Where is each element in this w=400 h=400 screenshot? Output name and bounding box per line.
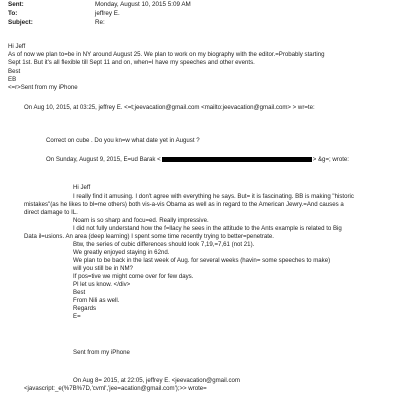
quote2-greeting: Hi Jeff (73, 184, 91, 191)
quote2-line: Best (73, 289, 86, 296)
msg1-closing: Best (8, 68, 21, 75)
redaction-bar (162, 157, 312, 162)
quote2-line: We greatly enjoyed staying in 62nd. (73, 249, 170, 256)
sent-label: Sent: (8, 1, 24, 8)
quote2-attribution (46, 156, 349, 164)
msg1-line1: As of now we plan to=be in NY around August 25. We plan to work on my biography with the editor.=Probably starting (8, 51, 325, 58)
quote2-line: Btw, the series of cubic differences should look 7,19,=7,61 (not 21). (73, 241, 255, 248)
msg1-line2: Sept 1st. But it's all flexible till Sept 11 and on, when=I have my speeches and other events. (8, 59, 255, 66)
quote2-line: will you still be in NM? (73, 265, 133, 272)
to-label: To: (8, 10, 18, 17)
quote2-attribution-suffix: > &g=; wrote: (312, 156, 349, 163)
quote2-attribution-prefix: On Sunday, August 9, 2015, E=ud Barak < (46, 156, 161, 163)
msg1-sent-from: <=r>Sent from my iPhone (8, 84, 78, 91)
quote2-line: We plan to be back in the last week of Aug. for several weeks (havin= some speeches to make) (73, 257, 331, 264)
quote2-line: Pl let us know. </div> (73, 281, 131, 288)
quote2-line: If pos=tive we might come over for few days. (73, 273, 194, 280)
quote2-line: direct damage to IL. (24, 209, 78, 216)
quote3-attribution-line2: <javascript:_e(%7B%7D,'cvml','jee=acation@gmail.com');>> wrote= (24, 385, 207, 392)
quote3-sent-from: Sent from my iPhone (73, 349, 130, 356)
msg1-greeting: Hi Jeff (8, 43, 26, 50)
to-value: jeffrey E. (95, 10, 120, 17)
quote2-line: I really find it amusing. I don't agree with everything he says. But= it is fascinating. BB is making "historic (73, 193, 354, 200)
quote1-attribution: On Aug 10, 2015, at 03:25, jeffrey E. <=t;jeevacation@gmail.com <mailto:jeevacation@gmail.com> > wr=te: (24, 104, 315, 111)
quote2-line: Noam is so sharp and focu=ed. Really impressive. (73, 217, 209, 224)
subject-label: Subject: (8, 19, 33, 26)
quote2-line: Data il=usions. An area (deep learning) I spent some time recently trying to better=penetrate. (24, 233, 274, 240)
quote2-line: Regards (73, 305, 97, 312)
quote2-line: mistakes"(as he likes to bl=me others) both vis-a-vis Obama as well as in regard to the American Jewry.=And causes a (24, 201, 344, 208)
sent-value: Monday, August 10, 2015 5:09 AM (95, 1, 191, 8)
quote2-line: I did not fully understand how the f=llacy he sees in the attitude to the Ants example is related to Big (73, 225, 342, 232)
quote1-body: Correct on cube . Do you kn=w what date yet in August ? (46, 137, 200, 144)
quote3-attribution-line1: On Aug 8= 2015, at 22:05, jeffrey E. <jeevacation@gmail.com (73, 377, 240, 384)
quote2-line: From Nili as well. (73, 297, 120, 304)
subject-value: Re: (95, 19, 105, 26)
quote2-line: E= (73, 313, 81, 320)
msg1-initials: EB (8, 76, 17, 83)
